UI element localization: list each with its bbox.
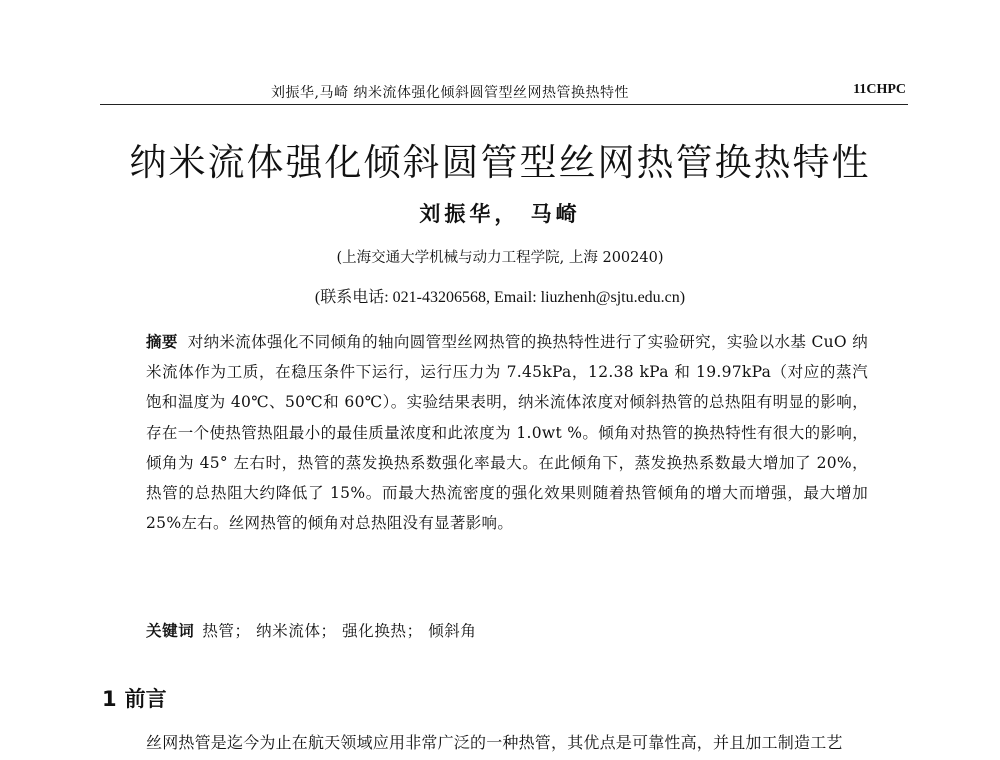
keywords-label: 关键词	[146, 621, 195, 640]
conference-label: 11CHPC	[853, 82, 906, 97]
section-number: 1	[102, 687, 117, 711]
paper-authors: 刘振华， 马崎	[419, 201, 581, 226]
abstract-text: 对纳米流体强化不同倾角的轴向圆管型丝网热管的换热特性进行了实验研究，实验以水基 CuO 纳米流体作为工质，在稳压条件下运行，运行压力为 7.45kPa，12.38 kPa 和 19.97kPa（对应的蒸汽饱和温度为 40℃、50℃和 60℃）。实验结果表明，纳米流体浓度对倾斜热管的总热阻有明显的影响，存在一个使热管热阻最小的最佳质量浓度和此浓度为 1.0wt %。倾角对热管的换热特性有很大的影响，倾角为 45° 左右时，热管的蒸发换热系数强化率最大。在此倾角下，蒸发换热系数最大增加了 20%，热管的总热阻大约降低了 15%。而最大热流密度的强化效果则随着热管倾角的增大而增强，最大增加 25%左右。丝网热管的倾角对总热阻没有显著影响。	[146, 333, 868, 533]
intro-paragraph: 丝网热管是迄今为止在航天领域应用非常广泛的一种热管，其优点是可靠性高，并且加工制造工艺	[146, 733, 843, 752]
paper-title: 纳米流体强化倾斜圆管型丝网热管换热特性	[129, 141, 871, 184]
author-contact: (联系电话: 021-43206568, Email: liuzhenh@sjtu.edu.cn)	[314, 289, 686, 306]
abstract-label: 摘要	[146, 332, 178, 351]
section-heading	[102, 683, 167, 713]
running-title: 刘振华,马崎 纳米流体强化倾斜圆管型丝网热管换热特性	[271, 85, 629, 101]
section-title: 前言	[124, 687, 167, 711]
keywords	[146, 619, 868, 641]
running-header	[100, 82, 908, 105]
abstract	[146, 327, 868, 538]
keywords-text: 热管； 纳米流体； 强化换热； 倾斜角	[202, 622, 477, 640]
author-affiliation: (上海交通大学机械与动力工程学院, 上海 200240)	[336, 250, 664, 266]
